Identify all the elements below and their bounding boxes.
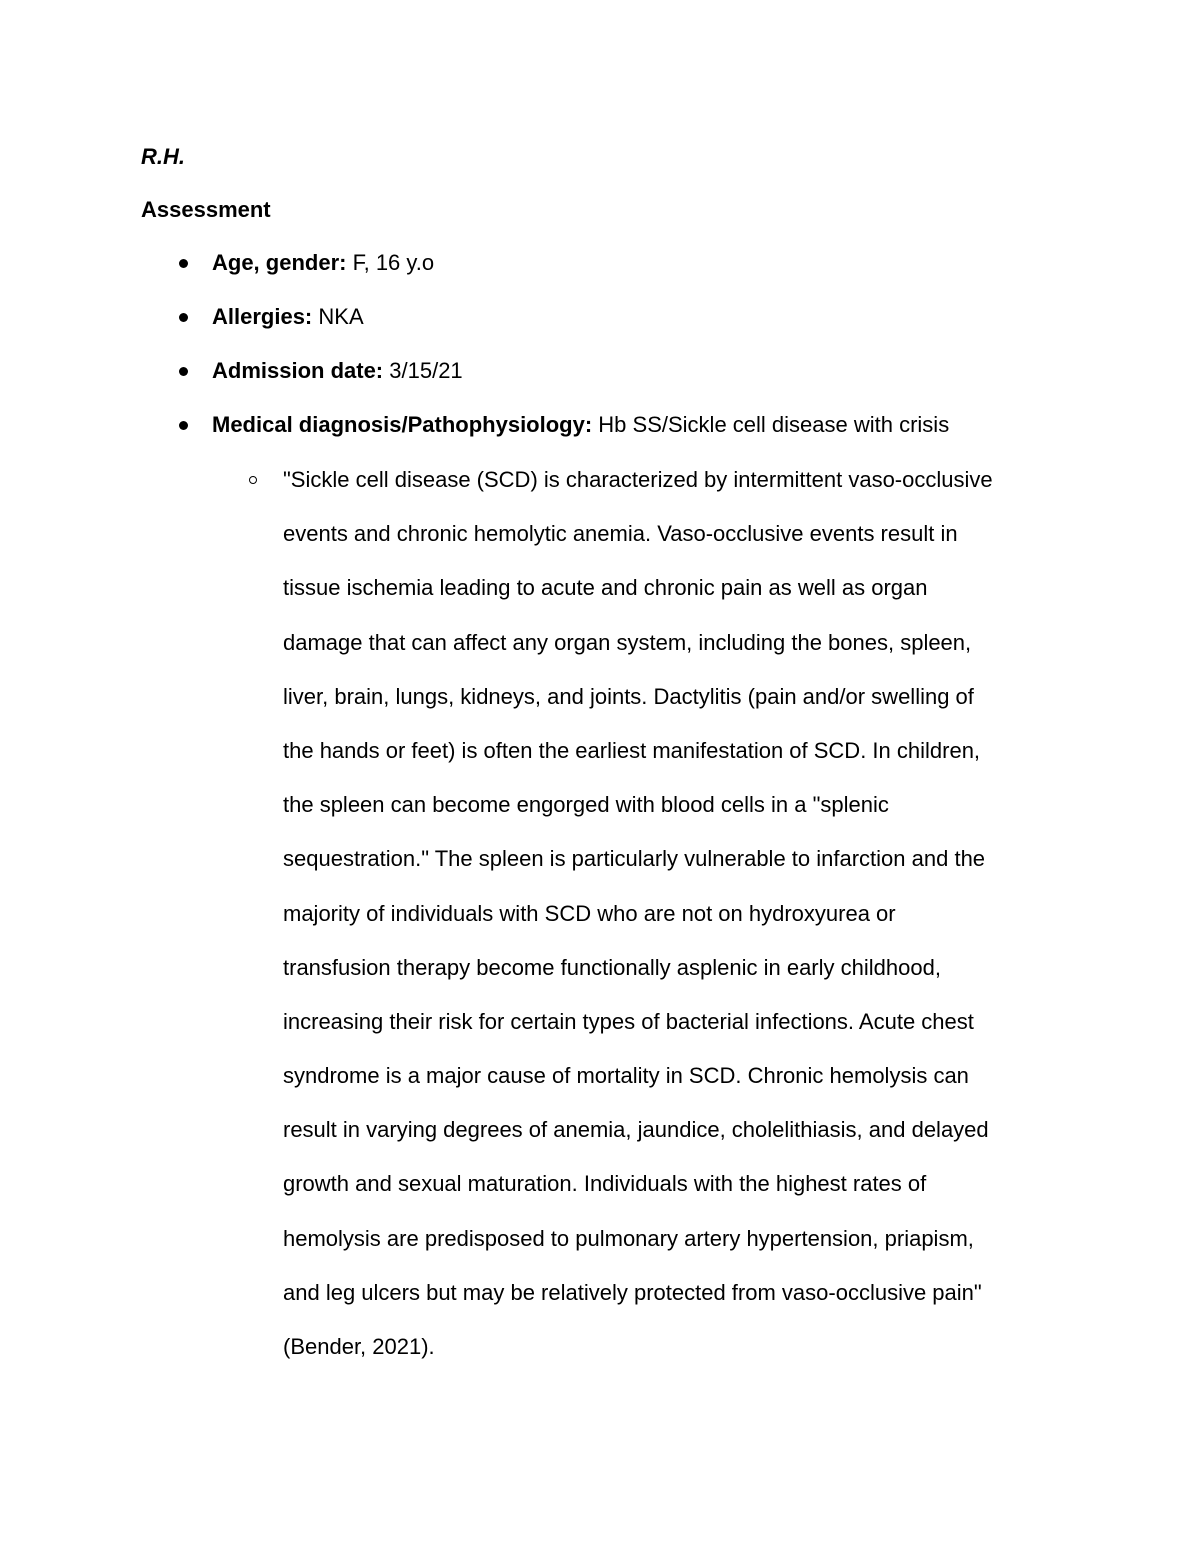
quote-line: majority of individuals with SCD who are not on hydroxyurea or — [283, 900, 896, 926]
document-title: R.H. — [141, 144, 185, 169]
quote-line: and leg ulcers but may be relatively protected from vaso-occlusive pain" — [283, 1279, 982, 1305]
bullet-icon — [179, 313, 188, 322]
quote-line: transfusion therapy become functionally asplenic in early childhood, — [283, 954, 941, 980]
list-item-allergies — [0, 302, 1200, 356]
list-item-label: Age, gender: — [212, 250, 347, 275]
list-item-value: 3/15/21 — [389, 358, 463, 383]
list-item-age-gender — [0, 248, 1200, 302]
quote-line: liver, brain, lungs, kidneys, and joints. Dactylitis (pain and/or swelling of — [283, 683, 974, 709]
list-item-value: F, 16 y.o — [352, 250, 435, 275]
list-item-text — [212, 410, 949, 440]
quote-text — [283, 465, 993, 1386]
list-item-value: Hb SS/Sickle cell disease with crisis — [598, 412, 950, 437]
quote-line: the spleen can become engorged with blood cells in a "splenic — [283, 792, 889, 818]
list-item-admission-date — [0, 356, 1200, 410]
bullet-icon — [179, 367, 188, 376]
quote-line: increasing their risk for certain types of bacterial infections. Acute chest — [283, 1008, 974, 1034]
quote-line: hemolysis are predisposed to pulmonary artery hypertension, priapism, — [283, 1225, 974, 1251]
quote-line: result in varying degrees of anemia, jaundice, cholelithiasis, and delayed — [283, 1117, 989, 1143]
list-item-text — [212, 356, 463, 386]
hollow-bullet-icon — [249, 476, 257, 484]
quote-line: damage that can affect any organ system, including the bones, spleen, — [283, 629, 972, 655]
bullet-icon — [179, 421, 188, 430]
list-item-text — [212, 302, 364, 332]
quote-line: events and chronic hemolytic anemia. Vaso-occlusive events result in — [283, 521, 958, 547]
list-item-label: Allergies: — [212, 304, 313, 329]
list-item-text — [212, 248, 434, 278]
quote-line: the hands or feet) is often the earliest manifestation of SCD. In children, — [283, 737, 981, 763]
list-item-medical-diagnosis — [0, 410, 1200, 464]
assessment-list — [0, 248, 1200, 464]
bullet-icon — [179, 259, 188, 268]
quote-line: sequestration." The spleen is particularly vulnerable to infarction and the — [283, 846, 986, 872]
quote-line: (Bender, 2021). — [283, 1334, 435, 1359]
section-heading-assessment: Assessment — [141, 197, 271, 222]
quote-line: syndrome is a major cause of mortality in SCD. Chronic hemolysis can — [283, 1063, 969, 1089]
list-item-value: NKA — [318, 304, 364, 329]
quote-line: "Sickle cell disease (SCD) is characterized by intermittent vaso-occlusive — [283, 467, 993, 492]
quote-line: growth and sexual maturation. Individuals with the highest rates of — [283, 1171, 927, 1197]
quote-line: tissue ischemia leading to acute and chronic pain as well as organ — [283, 575, 928, 601]
list-item-label: Admission date: — [212, 358, 384, 383]
list-item-label: Medical diagnosis/Pathophysiology: — [212, 412, 593, 437]
